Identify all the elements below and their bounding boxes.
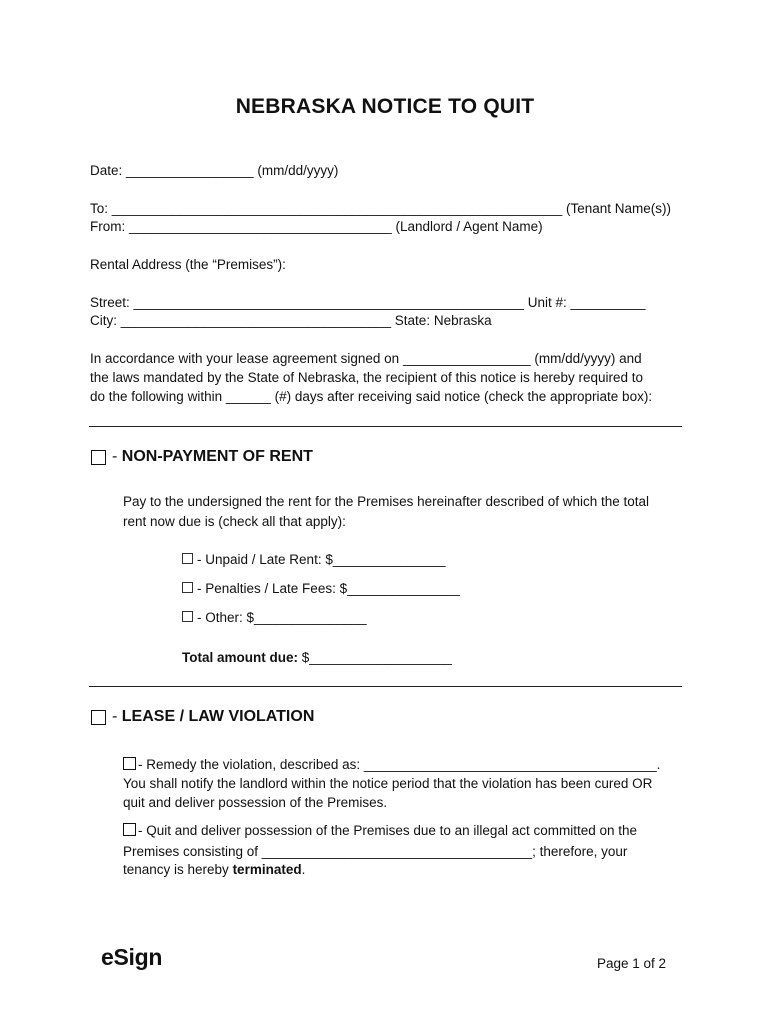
remedy-line-3: quit and deliver possession of the Premises. <box>123 795 388 810</box>
other-item <box>182 609 367 627</box>
rent-paragraph-line-2: rent now due is (check all that apply): <box>123 514 346 529</box>
intro-line-3: do the following within ______ (#) days after receiving said notice (check the appropriate box): <box>90 389 653 404</box>
section-dash: - <box>112 708 122 725</box>
total-amount-due <box>182 649 452 667</box>
non-payment-checkbox[interactable] <box>91 450 106 465</box>
unpaid-rent-item <box>182 551 445 569</box>
remedy-line-1 <box>123 756 660 774</box>
intro-line-1: In accordance with your lease agreement signed on _________________ (mm/dd/yyyy) and <box>90 351 642 366</box>
late-fees-item <box>182 580 460 598</box>
remedy-checkbox[interactable] <box>123 757 136 770</box>
late-fees-checkbox[interactable] <box>182 582 193 593</box>
lease-violation-checkbox[interactable] <box>91 710 106 725</box>
total-amount-label: Total amount due: <box>182 650 298 665</box>
total-amount-value: $___________________ <box>298 650 452 665</box>
quit-label: - Quit and deliver possession of the Premises due to an illegal act committed on the <box>138 823 638 838</box>
unpaid-rent-checkbox[interactable] <box>182 553 193 564</box>
page-number: Page 1 of 2 <box>596 956 666 971</box>
section-heading-text: NON-PAYMENT OF RENT <box>121 448 313 465</box>
section-dash: - <box>112 448 122 465</box>
divider <box>89 686 682 687</box>
remedy-line-2: You shall notify the landlord within the notice period that the violation has been cured OR <box>123 776 653 791</box>
late-fees-label: - Penalties / Late Fees: $_______________ <box>197 581 460 596</box>
divider <box>89 426 682 427</box>
tenant-name-line: To: ____________________________________________________________ (Tenant Name(s)) <box>90 201 672 216</box>
date-line: Date: _________________ (mm/dd/yyyy) <box>90 163 339 178</box>
landlord-name-line: From: ___________________________________ (Landlord / Agent Name) <box>90 219 543 234</box>
intro-line-2: the laws mandated by the State of Nebraska, the recipient of this notice is hereby required to <box>90 370 644 385</box>
remedy-label: - Remedy the violation, described as: _______________________________________. <box>138 757 661 772</box>
rent-paragraph-line-1: Pay to the undersigned the rent for the Premises hereinafter described of which the total <box>123 494 650 509</box>
section-heading-text: LEASE / LAW VIOLATION <box>121 708 315 725</box>
section-heading-lease-violation <box>112 708 314 726</box>
section-heading-non-payment <box>112 448 313 466</box>
quit-line-3 <box>123 861 305 879</box>
unpaid-rent-label: - Unpaid / Late Rent: $_______________ <box>197 552 446 567</box>
rental-address-label: Rental Address (the “Premises”): <box>90 257 286 272</box>
quit-line-2: Premises consisting of ____________________________________; therefore, your <box>123 844 628 859</box>
quit-line-3-suffix: . <box>301 862 306 877</box>
quit-checkbox[interactable] <box>123 823 136 836</box>
city-line: City: ____________________________________ State: Nebraska <box>90 313 492 328</box>
street-line: Street: ____________________________________________________ Unit #: __________ <box>90 295 646 310</box>
esign-logo: eSign <box>101 944 163 970</box>
quit-line-1 <box>123 822 637 840</box>
other-checkbox[interactable] <box>182 611 193 622</box>
document-title: NEBRASKA NOTICE TO QUIT <box>235 95 535 118</box>
other-label: - Other: $_______________ <box>197 610 367 625</box>
quit-line-3-prefix: tenancy is hereby <box>123 862 233 877</box>
terminated-text: terminated <box>232 862 302 877</box>
